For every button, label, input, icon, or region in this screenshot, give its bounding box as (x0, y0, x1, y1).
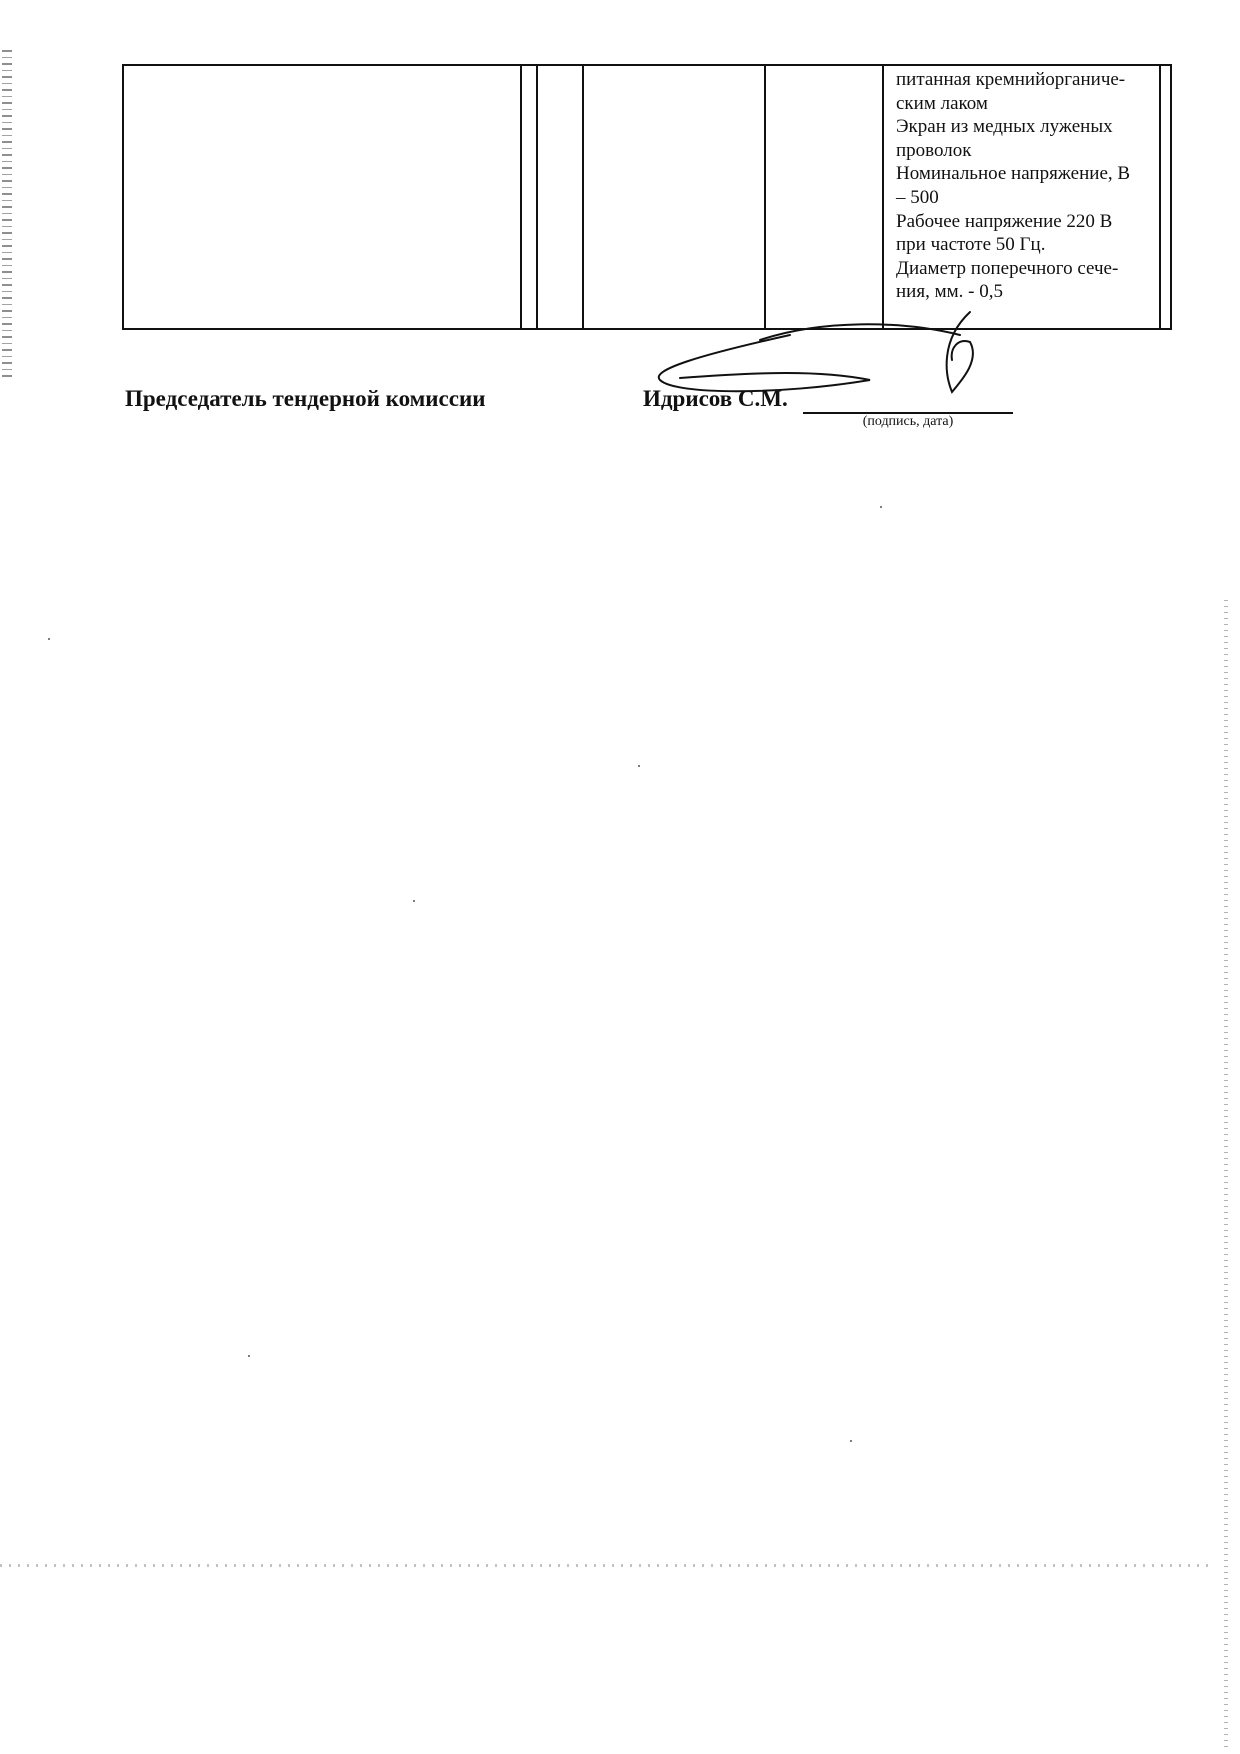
description-line: питанная кремнийорганиче- (896, 69, 1126, 90)
table-column-divider (882, 66, 884, 328)
scan-edge-noise-left (2, 50, 12, 380)
description-line: при частоте 50 Гц. (896, 234, 1046, 256)
table-column-divider (582, 66, 584, 328)
specification-table-fragment (122, 64, 1172, 330)
scan-speck (413, 900, 415, 902)
description-line: проволок (896, 139, 972, 161)
signature-line-caption: (подпись, дата) (862, 414, 954, 429)
scan-speck (248, 1355, 250, 1357)
table-column-divider (536, 66, 538, 328)
signatory-name: Идрисов С.М. (643, 386, 788, 411)
description-line: ским лаком (896, 92, 988, 114)
table-cell-description (896, 68, 1166, 330)
scan-speck (850, 1440, 852, 1442)
description-line: Диаметр поперечного сече- (896, 257, 1119, 279)
table-column-divider (520, 66, 522, 328)
description-line: Номинальное напряжение, В (896, 163, 1131, 185)
description-line: Рабочее напряжение 220 В (896, 210, 1113, 232)
scan-speck (638, 765, 640, 767)
scan-speck (880, 506, 882, 508)
scan-edge-noise-right (1224, 600, 1228, 1750)
scan-speck (48, 638, 50, 640)
table-column-divider (764, 66, 766, 328)
description-line: ния, мм. - 0,5 (896, 281, 1003, 303)
scan-edge-noise-bottom (0, 1564, 1215, 1567)
committee-chair-label: Председатель тендерной комиссии (125, 386, 486, 411)
description-line: Экран из медных луженых (896, 116, 1113, 138)
description-line: – 500 (896, 186, 939, 208)
